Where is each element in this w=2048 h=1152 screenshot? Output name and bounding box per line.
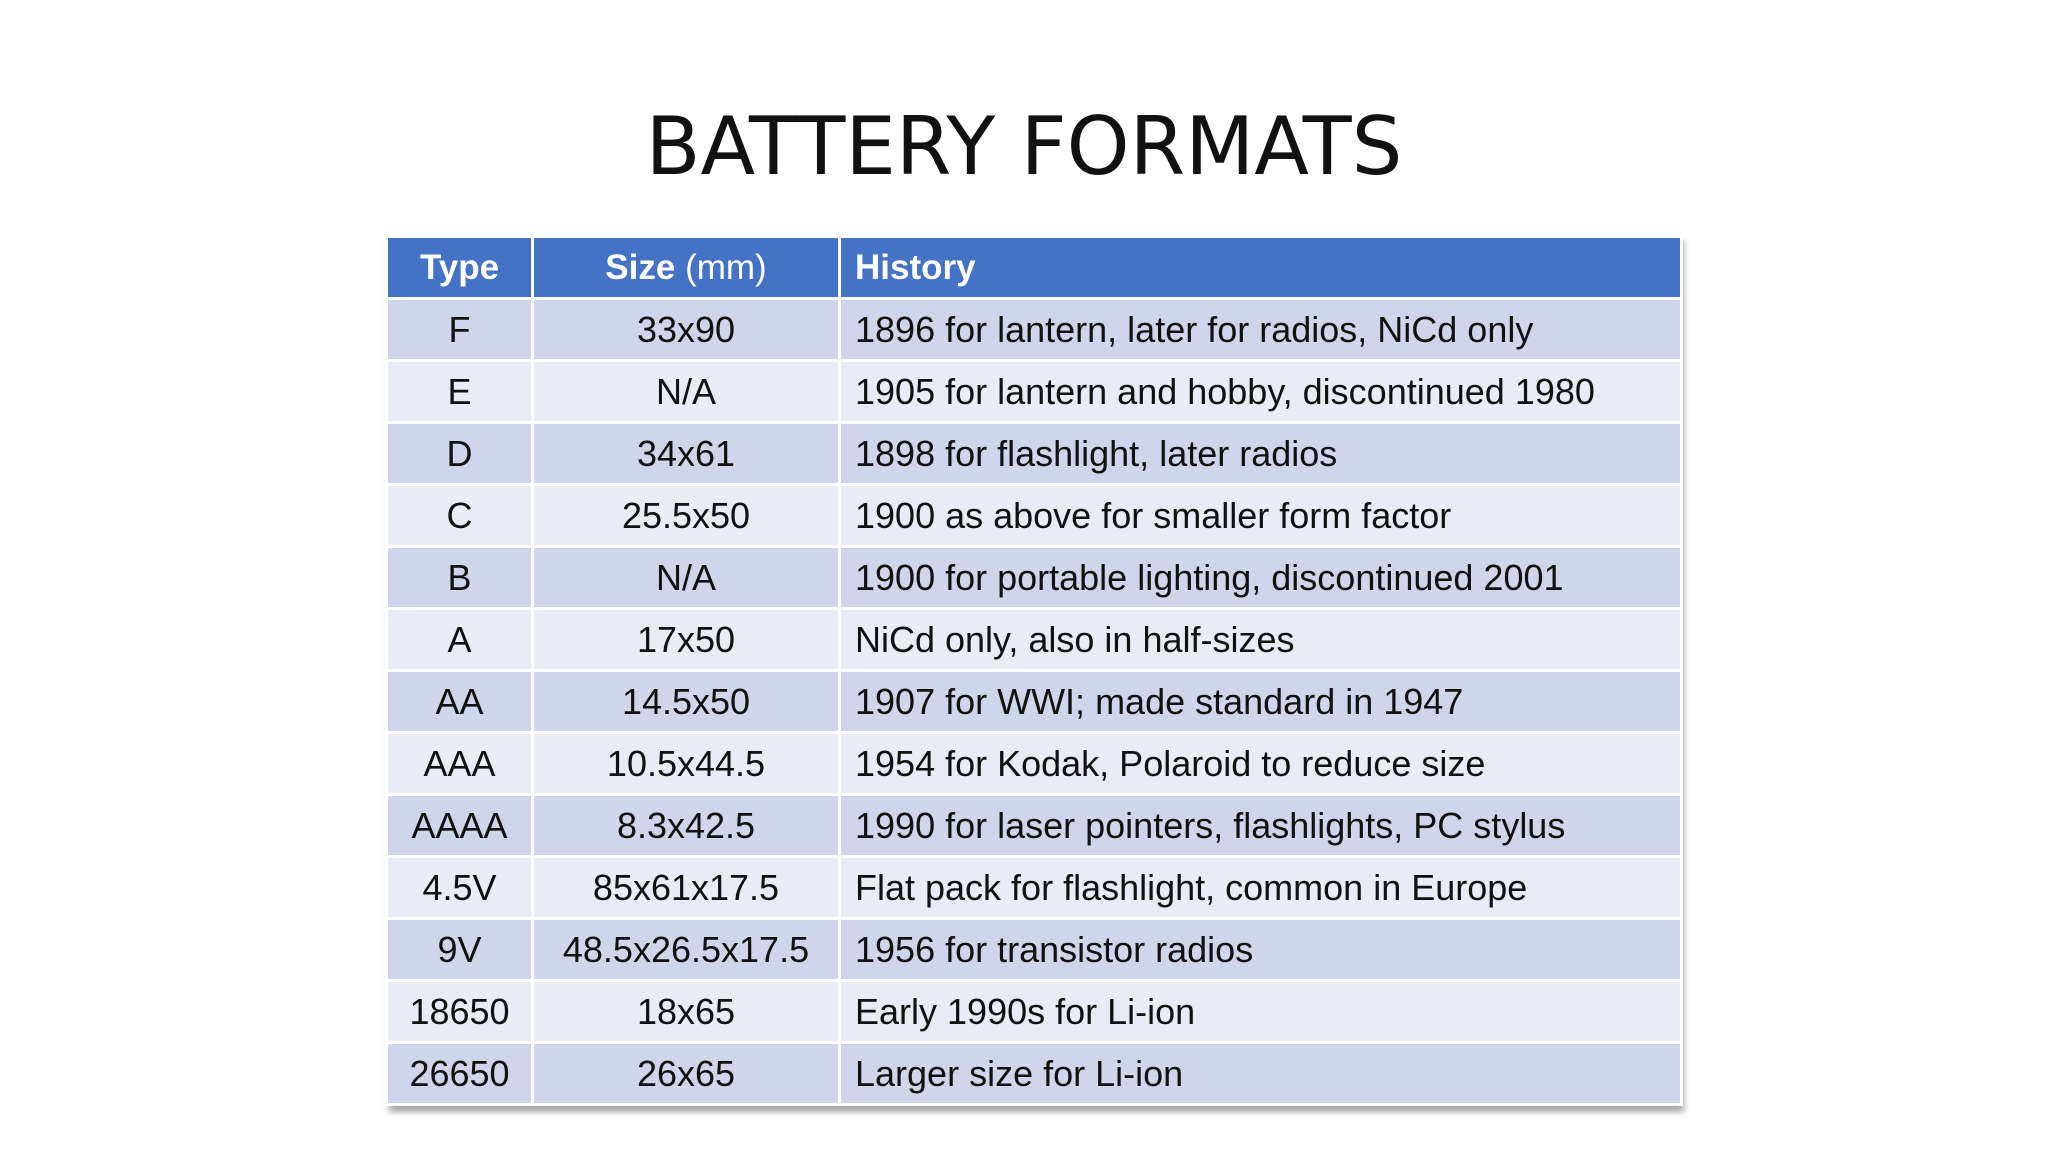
table-row	[387, 609, 1682, 671]
cell-type: AAA	[387, 733, 533, 795]
table-row	[387, 361, 1682, 423]
table-row	[387, 671, 1682, 733]
cell-type: AA	[387, 671, 533, 733]
cell-size: 34x61	[533, 423, 840, 485]
table-row	[387, 423, 1682, 485]
cell-size: 14.5x50	[533, 671, 840, 733]
cell-history: 1900 as above for smaller form factor	[840, 485, 1682, 547]
cell-type: A	[387, 609, 533, 671]
table-row	[387, 795, 1682, 857]
header-type: Type	[387, 237, 533, 299]
cell-size: 48.5x26.5x17.5	[533, 919, 840, 981]
header-history: History	[840, 237, 1682, 299]
cell-size: 8.3x42.5	[533, 795, 840, 857]
cell-history: 1907 for WWI; made standard in 1947	[840, 671, 1682, 733]
cell-history: 1956 for transistor radios	[840, 919, 1682, 981]
battery-formats-table	[385, 235, 1683, 1106]
header-size-label: Size	[605, 247, 676, 287]
cell-size: 10.5x44.5	[533, 733, 840, 795]
table-row	[387, 981, 1682, 1043]
cell-type: C	[387, 485, 533, 547]
table-row	[387, 547, 1682, 609]
battery-formats-table-container	[385, 235, 1680, 1106]
slide-title: BATTERY FORMATS	[645, 100, 1403, 193]
cell-size: 18x65	[533, 981, 840, 1043]
table-header-row	[387, 237, 1682, 299]
cell-type: 4.5V	[387, 857, 533, 919]
cell-type: E	[387, 361, 533, 423]
cell-size: 85x61x17.5	[533, 857, 840, 919]
cell-history: Flat pack for flashlight, common in Europe	[840, 857, 1682, 919]
cell-type: 9V	[387, 919, 533, 981]
cell-history: 1990 for laser pointers, flashlights, PC stylus	[840, 795, 1682, 857]
cell-type: D	[387, 423, 533, 485]
cell-size: 25.5x50	[533, 485, 840, 547]
table-row	[387, 485, 1682, 547]
table-body	[387, 299, 1682, 1105]
cell-history: Larger size for Li-ion	[840, 1043, 1682, 1105]
cell-size: N/A	[533, 361, 840, 423]
cell-history: 1900 for portable lighting, discontinued 2001	[840, 547, 1682, 609]
cell-history: NiCd only, also in half-sizes	[840, 609, 1682, 671]
cell-size: 17x50	[533, 609, 840, 671]
cell-history: 1896 for lantern, later for radios, NiCd only	[840, 299, 1682, 361]
cell-type: F	[387, 299, 533, 361]
table-row	[387, 857, 1682, 919]
table-row	[387, 919, 1682, 981]
cell-type: AAAA	[387, 795, 533, 857]
cell-size: 26x65	[533, 1043, 840, 1105]
header-size	[533, 237, 840, 299]
header-size-unit: (mm)	[675, 247, 767, 287]
table-row	[387, 1043, 1682, 1105]
cell-type: 18650	[387, 981, 533, 1043]
cell-history: Early 1990s for Li-ion	[840, 981, 1682, 1043]
cell-size: 33x90	[533, 299, 840, 361]
cell-history: 1954 for Kodak, Polaroid to reduce size	[840, 733, 1682, 795]
cell-type: B	[387, 547, 533, 609]
cell-type: 26650	[387, 1043, 533, 1105]
cell-size: N/A	[533, 547, 840, 609]
table-row	[387, 733, 1682, 795]
cell-history: 1898 for flashlight, later radios	[840, 423, 1682, 485]
table-row	[387, 299, 1682, 361]
cell-history: 1905 for lantern and hobby, discontinued 1980	[840, 361, 1682, 423]
